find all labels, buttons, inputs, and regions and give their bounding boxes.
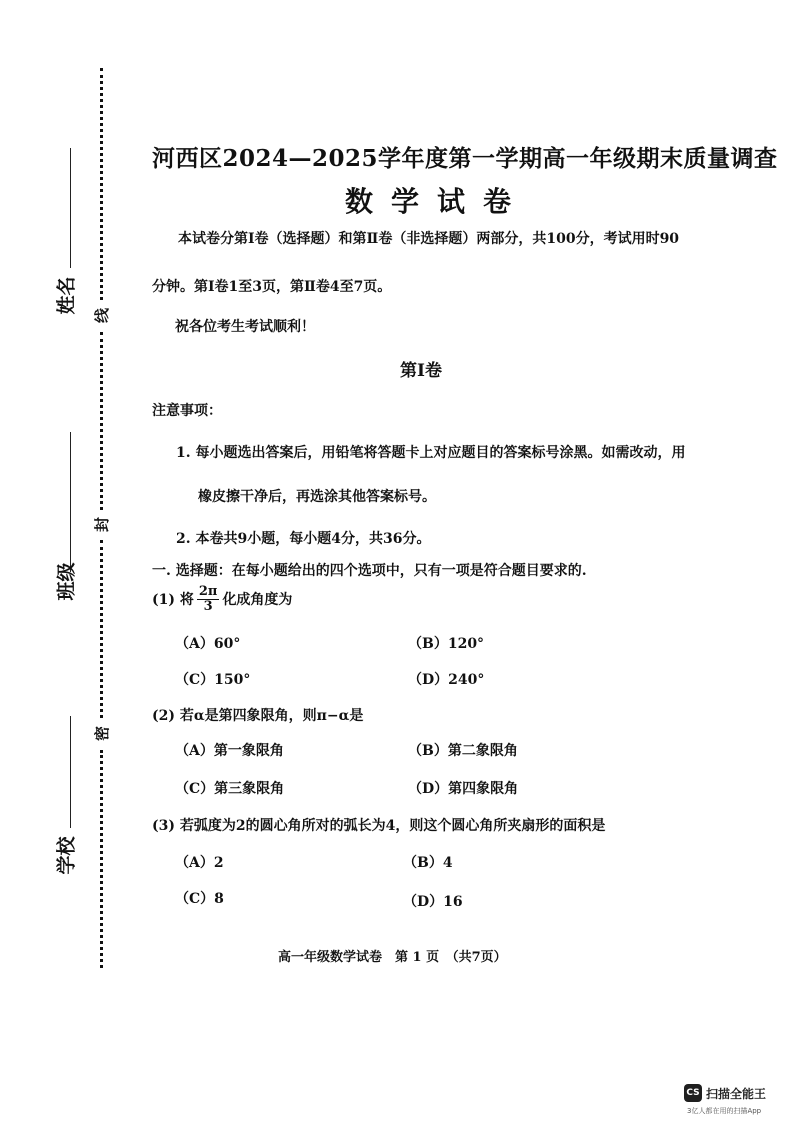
class-label: 班级: [55, 562, 78, 601]
q1-option-b: （B）120°: [408, 636, 485, 652]
q3-option-d: （D）16: [403, 894, 463, 910]
camscanner-logo-icon: [684, 1084, 702, 1102]
note-1-line-2: 橡皮擦干净后，再选涂其他答案标号。: [198, 489, 436, 505]
question-1-suffix: 化成角度为: [222, 592, 293, 609]
intro-line-2: 分钟。第Ⅰ卷1至3页，第Ⅱ卷4至7页。: [152, 279, 392, 295]
binding-dotted-line-2: [100, 332, 103, 510]
q3-option-a: （A）2: [175, 855, 224, 871]
intro-line-1: 本试卷分第Ⅰ卷（选择题）和第Ⅱ卷（非选择题）两部分，共100分，考试用时90: [178, 231, 680, 247]
exam-title: 河西区2024—2025学年度第一学期高一年级期末质量调查: [152, 145, 778, 172]
camscanner-tagline: 3亿人都在用的扫描App: [687, 1107, 762, 1115]
seal-mark-line: 线: [93, 307, 112, 324]
camscanner-badge: CS: [686, 1088, 700, 1098]
note-1-line-1: 1. 每小题选出答案后，用铅笔将答题卡上对应题目的答案标号涂黑。如需改动，用: [176, 445, 686, 461]
fraction-denominator: 3: [203, 598, 213, 614]
q1-option-d: （D）240°: [408, 672, 485, 688]
seal-mark-secret: 密: [93, 725, 112, 742]
fraction-numerator: 2π: [198, 584, 218, 599]
question-3: (3) 若弧度为2的圆心角所对的弧长为4，则这个圆心角所夹扇形的面积是: [152, 818, 606, 834]
part-heading: 第Ⅰ卷: [400, 361, 442, 381]
section-instruction: 一. 选择题：在每小题给出的四个选项中，只有一项是符合题目要求的.: [152, 563, 587, 579]
question-1-fraction: [197, 585, 220, 613]
page-footer: 高一年级数学试卷 第 1 页 （共7页）: [278, 950, 507, 965]
name-label: 姓名: [55, 276, 78, 315]
question-2: (2) 若α是第四象限角，则π−α是: [152, 708, 364, 724]
binding-dotted-line-1: [100, 68, 103, 300]
exam-subject: 数学试卷: [345, 185, 530, 218]
note-2: 2. 本卷共9小题，每小题4分，共36分。: [176, 531, 431, 547]
q2-option-d: （D）第四象限角: [408, 781, 519, 797]
school-label: 学校: [55, 836, 78, 875]
q2-option-a: （A）第一象限角: [175, 743, 284, 759]
q3-option-c: （C）8: [175, 891, 224, 907]
q1-option-c: （C）150°: [175, 672, 251, 688]
binding-dotted-line-4: [100, 750, 103, 968]
q2-option-c: （C）第三象限角: [175, 781, 285, 797]
question-1-prefix: (1) 将: [152, 592, 194, 609]
q1-option-a: （A）60°: [175, 636, 241, 652]
class-blank-line: [70, 432, 71, 572]
q2-option-b: （B）第二象限角: [408, 743, 518, 759]
binding-dotted-line-3: [100, 540, 103, 718]
question-1: [152, 585, 292, 613]
seal-mark-seal: 封: [93, 516, 112, 533]
notes-label: 注意事项：: [152, 403, 222, 419]
intro-wish: 祝各位考生考试顺利！: [175, 319, 315, 335]
camscanner-name: 扫描全能王: [706, 1087, 767, 1101]
q3-option-b: （B）4: [403, 855, 453, 871]
name-blank-line: [70, 148, 71, 268]
school-blank-line: [70, 716, 71, 828]
